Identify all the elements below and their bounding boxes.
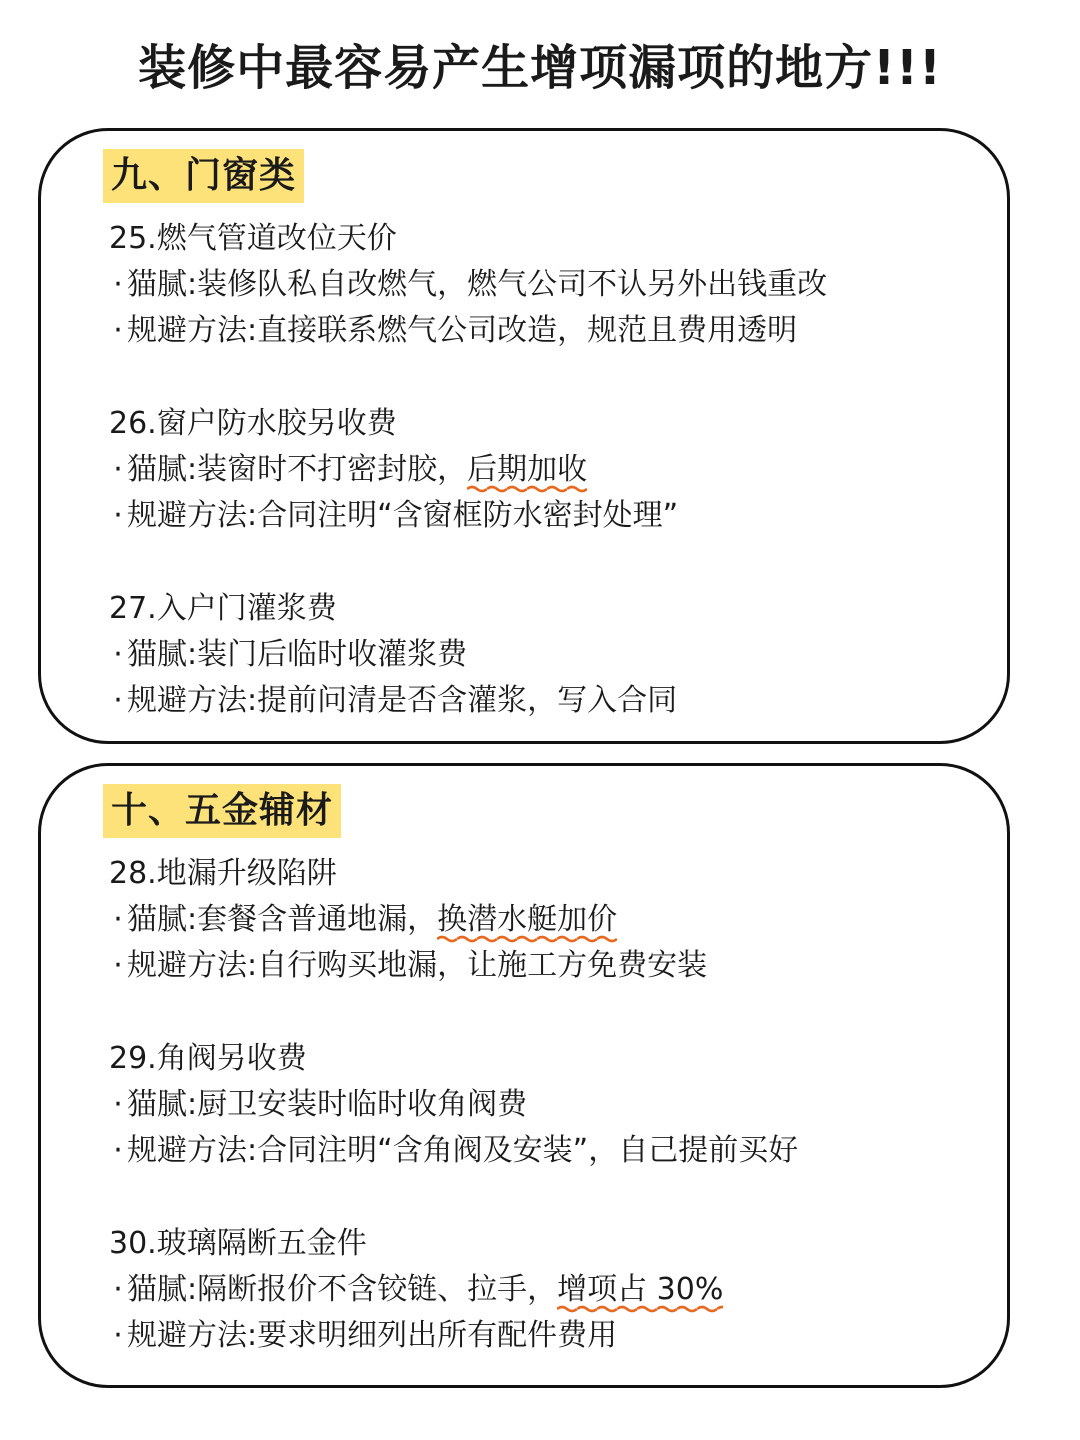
- trap-text: 猫腻:套餐含普通地漏，: [127, 902, 438, 937]
- highlighted-text: 增项占 30%: [557, 1272, 723, 1313]
- avoid-text: 规避方法:要求明细列出所有配件费用: [127, 1318, 618, 1353]
- highlighted-text: 换潜水艇加价: [437, 902, 617, 943]
- page-title: 装修中最容易产生增项漏项的地方!!!: [138, 40, 942, 96]
- avoid-text: 规避方法:合同注明“含角阀及安装”，自己提前买好: [127, 1133, 799, 1168]
- avoid-text: 规避方法:提前问清是否含灌浆，写入合同: [127, 683, 678, 718]
- trap-text: 猫腻:装门后临时收灌浆费: [127, 637, 468, 672]
- avoid-line: [109, 1128, 987, 1174]
- item-list: [109, 216, 987, 771]
- item-list: [109, 851, 987, 1406]
- list-item: [109, 216, 987, 354]
- section-title: 十、五金辅材: [103, 784, 341, 838]
- trap-line: [109, 897, 987, 943]
- trap-line: [109, 1267, 987, 1313]
- section-card-doors-windows: [38, 128, 1010, 744]
- avoid-line: [109, 308, 987, 354]
- avoid-line: [109, 1313, 987, 1359]
- trap-line: [109, 632, 987, 678]
- item-title: 29.角阀另收费: [109, 1041, 307, 1076]
- item-title: 27.入户门灌浆费: [109, 591, 337, 626]
- item-title: 28.地漏升级陷阱: [109, 856, 337, 891]
- item-title: 30.玻璃隔断五金件: [109, 1226, 367, 1261]
- list-item: [109, 1221, 987, 1359]
- avoid-line: [109, 493, 987, 539]
- avoid-line: [109, 678, 987, 724]
- trap-line: [109, 447, 987, 493]
- trap-text: 猫腻:装窗时不打密封胶，: [127, 452, 468, 487]
- trap-text: 猫腻:隔断报价不含铰链、拉手，: [127, 1272, 558, 1307]
- trap-line: [109, 262, 987, 308]
- avoid-line: [109, 943, 987, 989]
- section-card-hardware: [38, 763, 1010, 1388]
- avoid-text: 规避方法:合同注明“含窗框防水密封处理”: [127, 498, 679, 533]
- trap-text: 猫腻:厨卫安装时临时收角阀费: [127, 1087, 528, 1122]
- avoid-text: 规避方法:直接联系燃气公司改造，规范且费用透明: [127, 313, 798, 348]
- trap-line: [109, 1082, 987, 1128]
- list-item: [109, 851, 987, 989]
- item-title: 25.燃气管道改位天价: [109, 221, 397, 256]
- highlighted-text: 后期加收: [467, 452, 587, 493]
- list-item: [109, 401, 987, 539]
- list-item: [109, 1036, 987, 1174]
- trap-text: 猫腻:装修队私自改燃气，燃气公司不认另外出钱重改: [127, 267, 828, 302]
- avoid-text: 规避方法:自行购买地漏，让施工方免费安装: [127, 948, 708, 983]
- item-title: 26.窗户防水胶另收费: [109, 406, 397, 441]
- list-item: [109, 586, 987, 724]
- section-title: 九、门窗类: [103, 149, 304, 203]
